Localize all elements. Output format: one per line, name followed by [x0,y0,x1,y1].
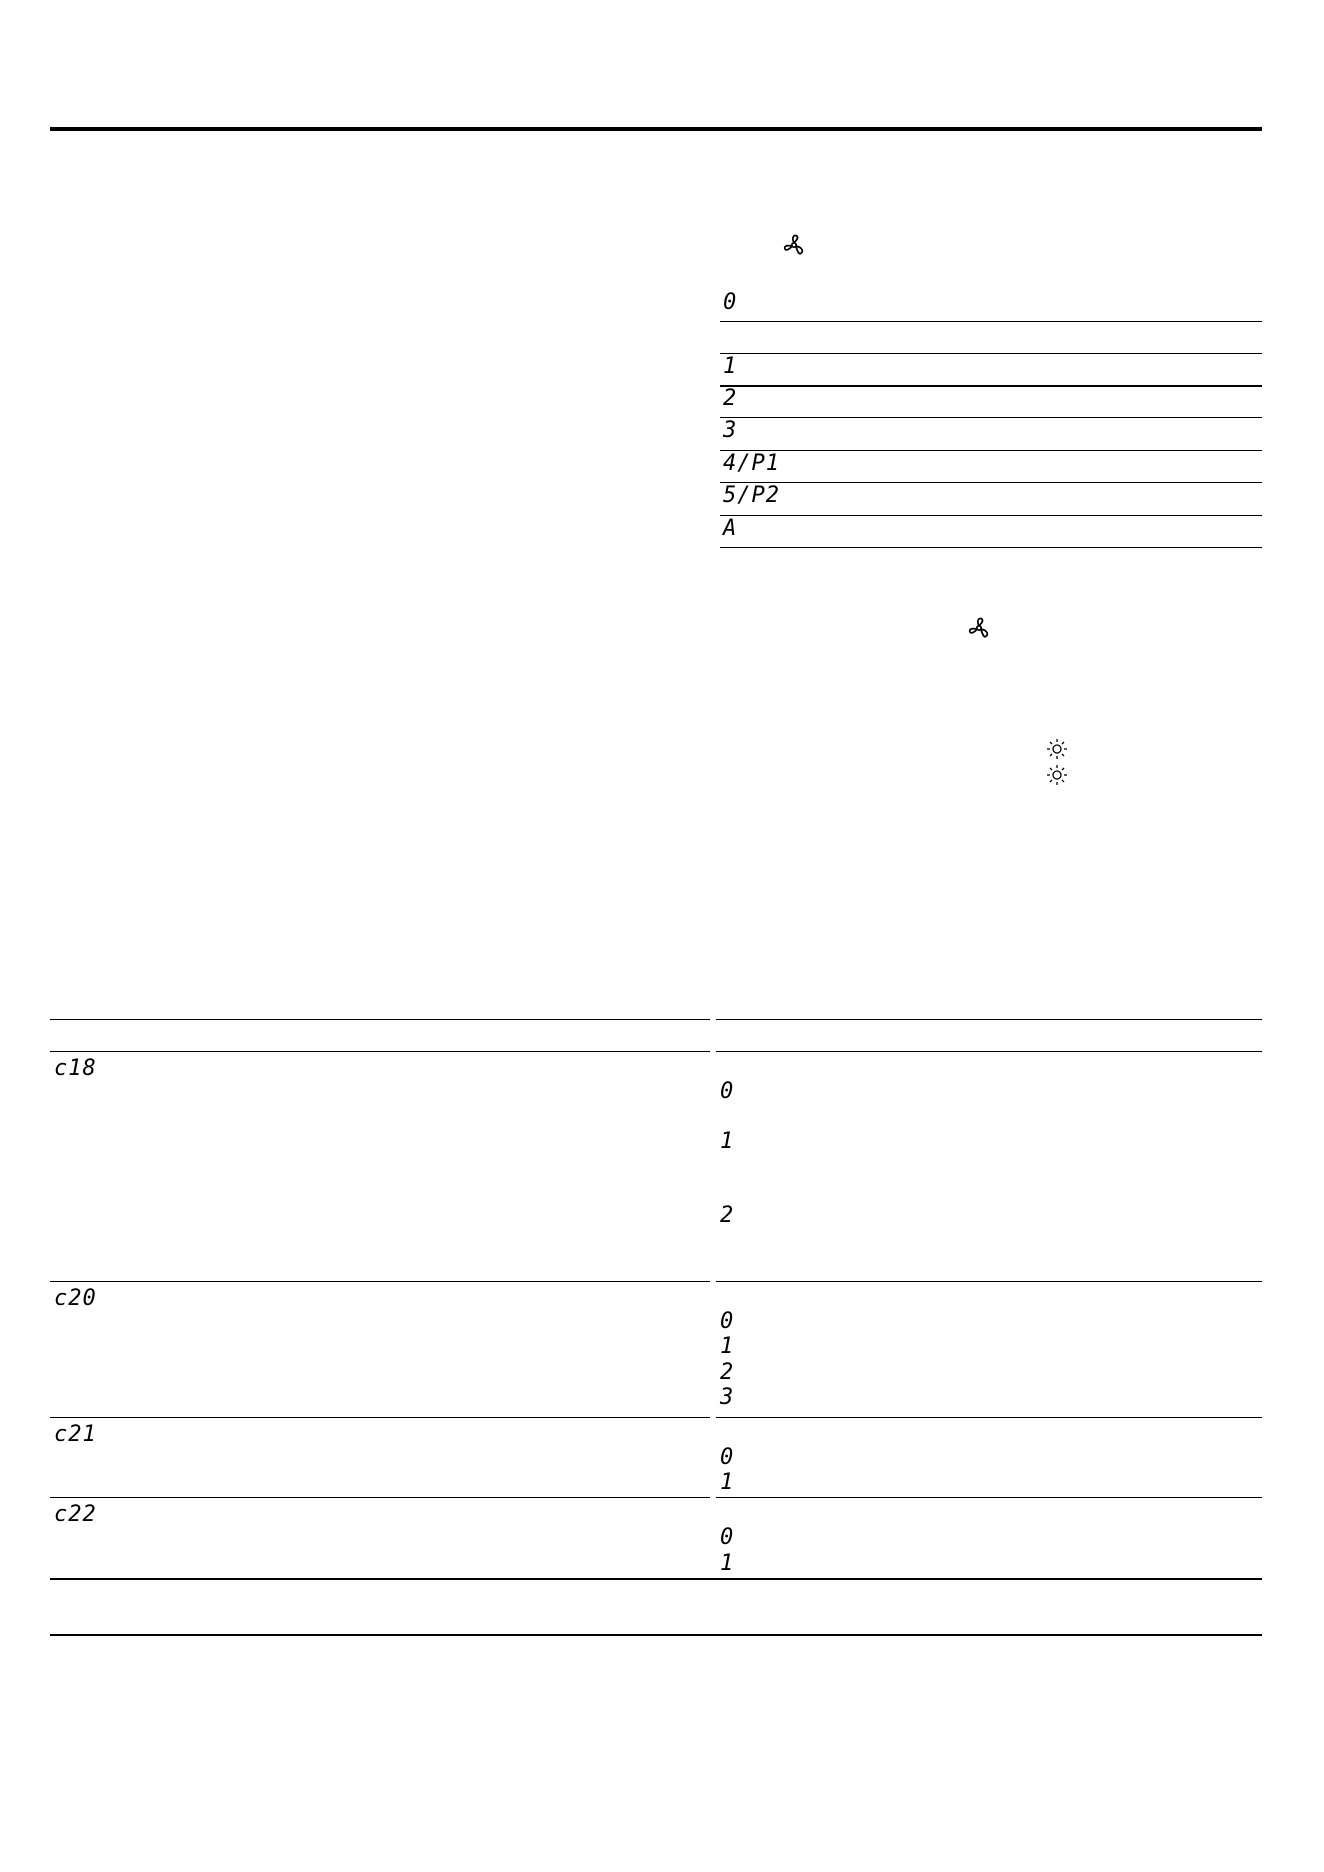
table-rule [50,1051,710,1052]
table-rule [716,1281,1262,1282]
setting-option: 1 [720,1129,735,1154]
table-rule [50,1281,710,1282]
setting-option: 0 [720,1445,735,1470]
table-rule [716,1417,1262,1418]
table-rule [716,1497,1262,1498]
fan-level-4-p1: 4/P1 [723,451,780,476]
fan-level-a: A [723,516,738,541]
light-icon [1046,764,1068,786]
setting-code-c22: c22 [54,1502,97,1527]
table-rule [720,417,1262,418]
light-icon [1046,738,1068,760]
fan-level-5-p2: 5/P2 [723,483,780,508]
setting-code-c18: c18 [54,1056,97,1081]
table-rule [50,1578,1262,1580]
setting-option: 0 [720,1525,735,1550]
table-rule [716,1051,1262,1052]
setting-option: 0 [720,1309,735,1334]
fan-level-2: 2 [723,386,738,411]
fan-level-1: 1 [723,354,738,379]
setting-option: 2 [720,1203,735,1228]
table-rule [50,1417,710,1418]
setting-code-c21: c21 [54,1422,97,1447]
setting-option: 2 [720,1360,735,1385]
fan-icon [966,615,992,641]
top-rule [50,127,1262,131]
table-rule [720,547,1262,548]
table-rule [720,353,1262,354]
table-rule [716,1019,1262,1020]
table-rule [720,482,1262,483]
table-rule [50,1497,710,1498]
table-rule [720,515,1262,516]
fan-level-3: 3 [723,418,738,443]
fan-icon [781,232,807,258]
table-rule [720,385,1262,387]
fan-level-0: 0 [723,290,738,315]
setting-option: 1 [720,1470,735,1495]
setting-option: 0 [720,1079,735,1104]
setting-option: 3 [720,1385,735,1410]
table-rule [720,450,1262,451]
table-rule [720,321,1262,322]
table-rule [50,1019,710,1020]
setting-option: 1 [720,1551,735,1576]
setting-code-c20: c20 [54,1286,97,1311]
table-rule [50,1634,1262,1636]
setting-option: 1 [720,1334,735,1359]
